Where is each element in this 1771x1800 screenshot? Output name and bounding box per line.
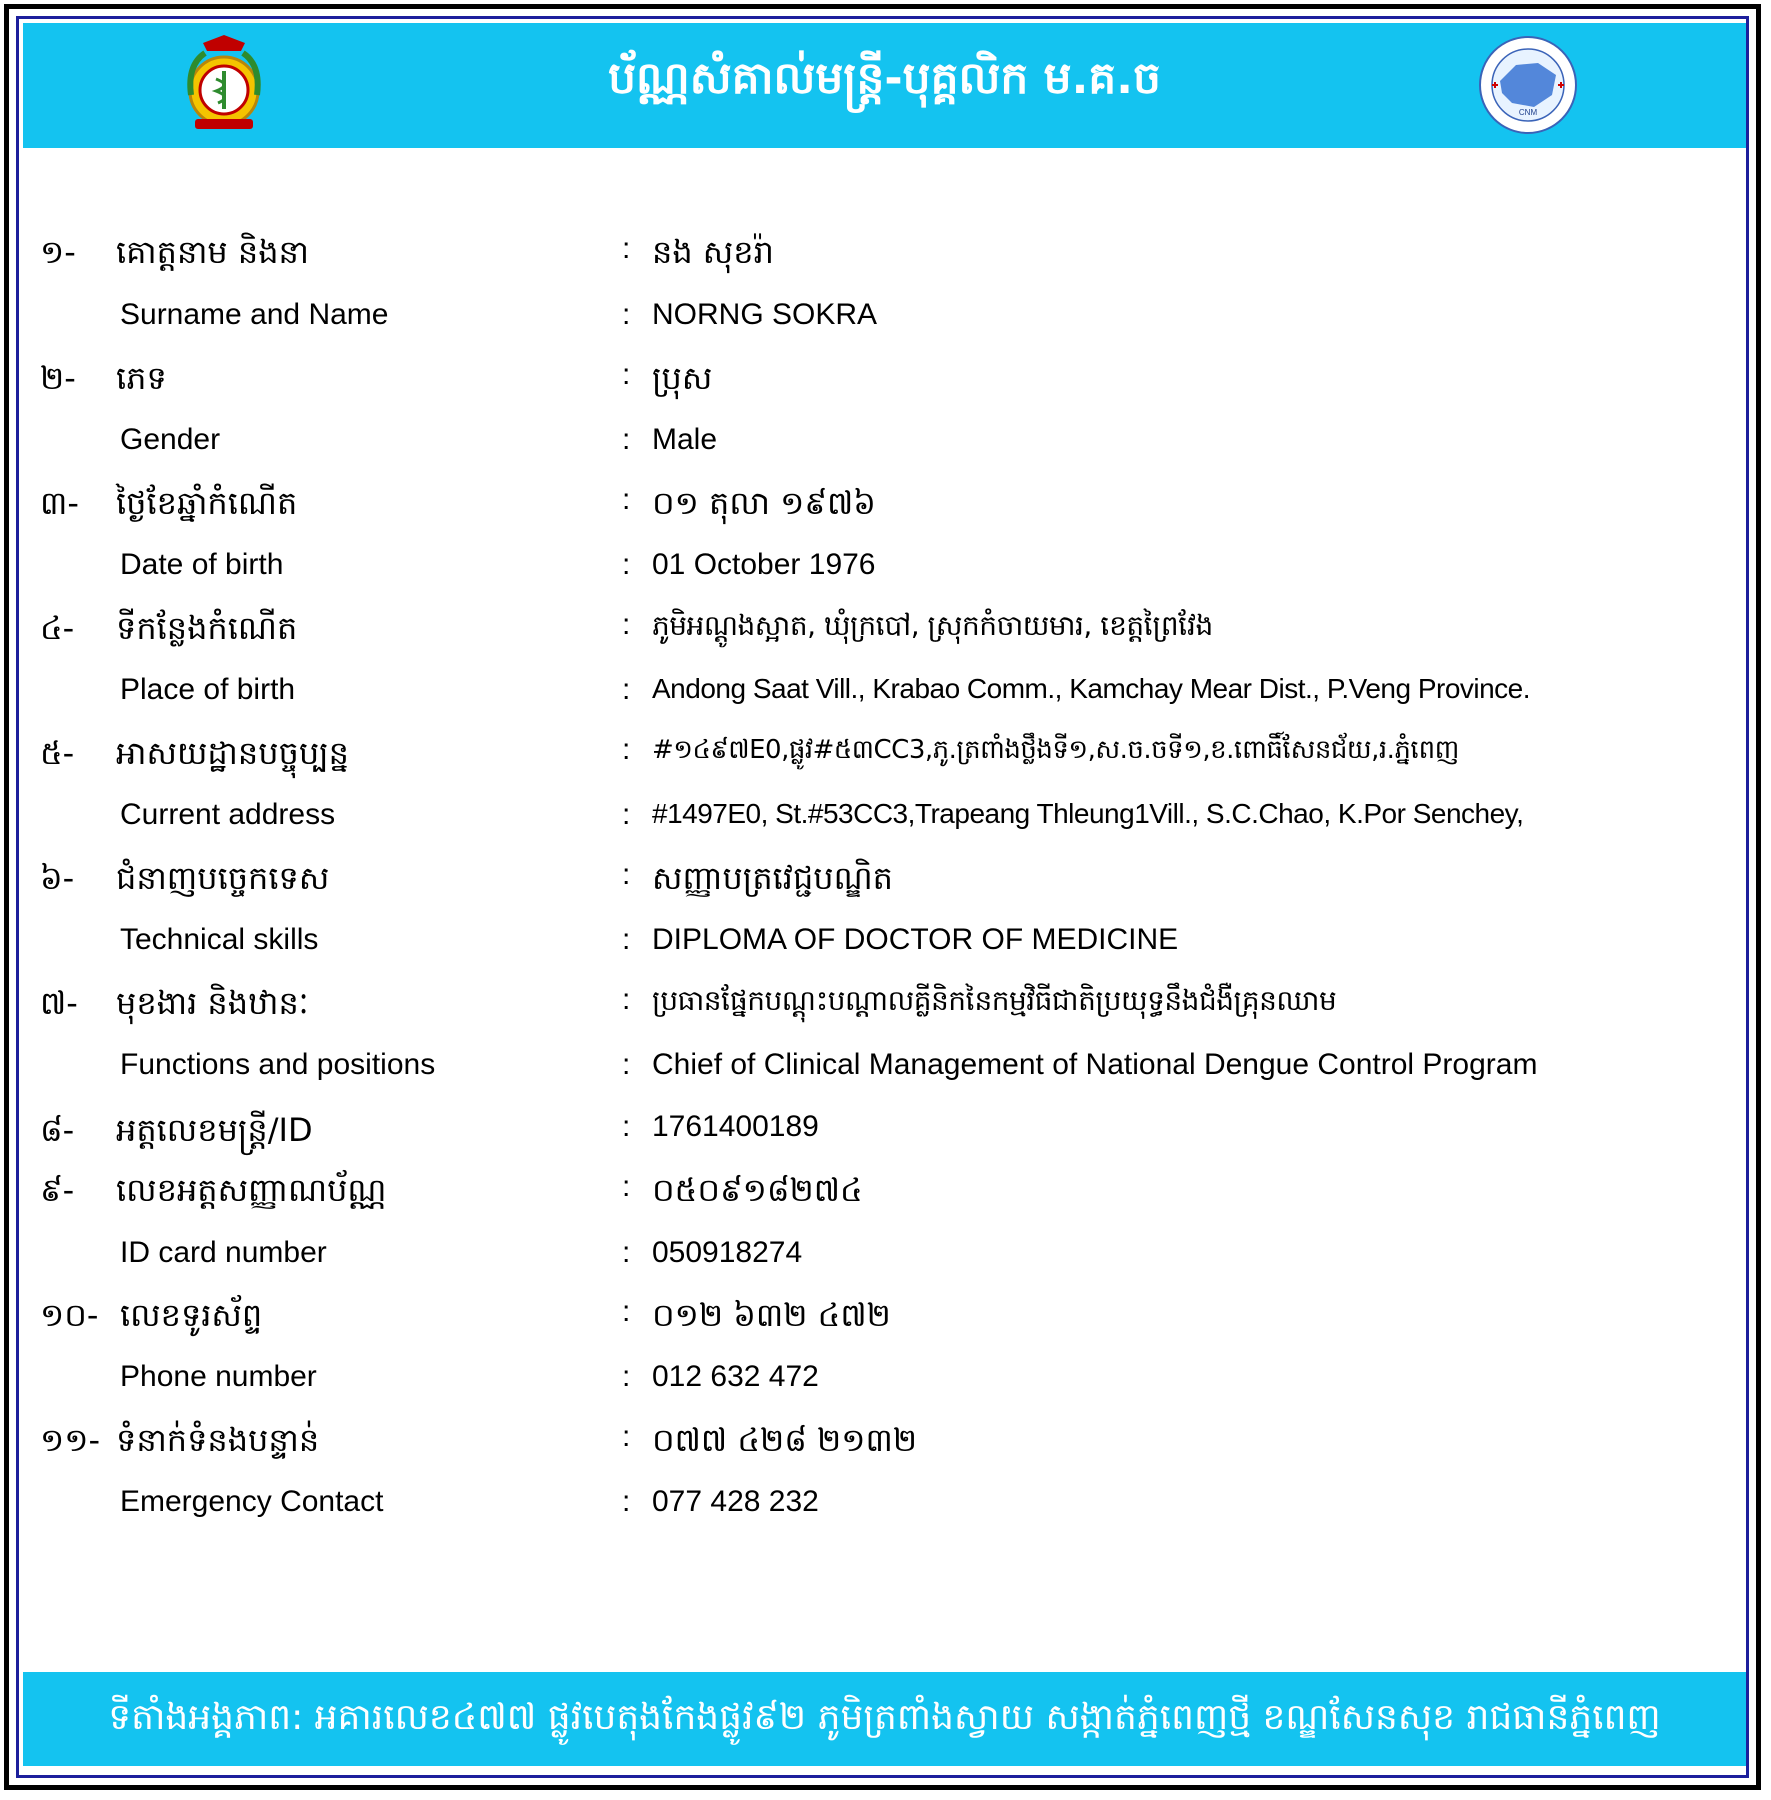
field-label-en: Technical skills [120, 923, 319, 956]
field-value-km: ០១២ ៦៣២ ៤៧២ [652, 1296, 891, 1334]
field-value-en: 012 632 472 [652, 1360, 819, 1393]
unit-location-text: ទីតាំងអង្គភាព: អគារលេខ៤៧៧ ផ្លូវបេតុងកែងផ្លូវ៩២ ភូមិត្រពាំងស្វាយ សង្កាត់ភ្នំពេញថ្មី ខណ្ឌសែនសុខ រាជធានីភ្នំពេញ [108, 1697, 1661, 1738]
field-value-en: Andong Saat Vill., Krabao Comm., Kamchay Mear Dist., P.Veng Province. [652, 673, 1531, 704]
ministry-emblem-icon [173, 35, 275, 137]
field-colon: : [622, 673, 631, 706]
footer-bar [23, 1672, 1746, 1766]
field-colon: : [622, 1048, 631, 1081]
field-value-km: ភូមិអណ្តូងស្អាត, ឃុំក្របៅ, ស្រុកកំចាយមារ, ខេត្តព្រៃវែង [652, 609, 1213, 642]
field-colon: : [622, 1360, 631, 1393]
field-value-en: 050918274 [652, 1236, 803, 1269]
field-2-km-row [0, 358, 1771, 414]
field-value-en: 077 428 232 [652, 1485, 819, 1518]
field-number: ៤- [40, 609, 75, 647]
field-label-en: Gender [120, 423, 221, 456]
field-number: ៩- [40, 1171, 75, 1209]
field-label-en: Current address [120, 798, 336, 831]
field-colon: : [622, 423, 631, 456]
field-value-km: ប្រុស [652, 359, 713, 397]
field-label-km: ជំនាញបច្ចេកទេស [116, 859, 330, 897]
field-number: ១- [40, 233, 76, 271]
field-colon: : [622, 298, 631, 331]
field-label-km: ទីកន្លែងកំណើត [116, 609, 298, 647]
field-9-km-row [0, 1170, 1771, 1226]
field-5-km-row [0, 733, 1771, 789]
field-value-en: 01 October 1976 [652, 548, 876, 581]
field-label-en: Surname and Name [120, 298, 389, 331]
field-value-en: NORNG SOKRA [652, 298, 878, 331]
field-label-km: ភេទ [116, 359, 167, 397]
field-colon: : [622, 798, 631, 831]
field-value-km: #១៤៩៧E0,ផ្លូវ#៥៣CC3,ភូ.ត្រពាំងថ្លឹងទី១,ស.ច.ចទី១,ខ.ពោធិ៍សែនជ័យ,រ.ភ្នំពេញ [652, 735, 1459, 765]
field-label-en: Functions and positions [120, 1048, 436, 1081]
field-colon: : [622, 1170, 631, 1203]
field-label-km: មុខងារ និងឋានៈ [116, 984, 309, 1022]
cnm-cambodia-map-logo-icon [1478, 35, 1578, 135]
field-label-en: Place of birth [120, 673, 296, 706]
field-number: ៧- [40, 984, 78, 1022]
svg-text:CNM: CNM [1518, 108, 1538, 117]
field-1-km-row [0, 232, 1771, 288]
card-title: ប័ណ្ណសំគាល់មន្រ្តី-បុគ្គលិក ម.គ.ច [608, 53, 1161, 104]
field-6-en-row [0, 923, 1771, 979]
field-colon: : [622, 548, 631, 581]
field-4-en-row [0, 673, 1771, 729]
field-label-km: គោត្តនាម និងនា [116, 233, 309, 271]
field-number: ៦- [40, 859, 75, 897]
field-value-en: Male [652, 423, 718, 456]
field-colon: : [622, 1110, 631, 1143]
field-colon: : [622, 858, 631, 891]
field-10-km-row [0, 1295, 1771, 1351]
field-1-en-row [0, 298, 1771, 354]
field-label-en: Phone number [120, 1360, 317, 1393]
field-value-en: 1761400189 [652, 1110, 819, 1143]
field-8-row [0, 1110, 1771, 1166]
field-value-en: #1497E0, St.#53CC3,Trapeang Thleung1Vill., S.C.Chao, K.Por Senchey, [652, 798, 1524, 829]
field-colon: : [622, 733, 631, 766]
field-number: ១០- [40, 1296, 99, 1334]
field-colon: : [622, 358, 631, 391]
field-7-km-row [0, 983, 1771, 1039]
field-colon: : [622, 1236, 631, 1269]
field-11-en-row [0, 1485, 1771, 1541]
field-colon: : [622, 983, 631, 1016]
field-value-en: Chief of Clinical Management of National Dengue Control Program [652, 1048, 1538, 1081]
field-colon: : [622, 1485, 631, 1518]
field-9-en-row [0, 1236, 1771, 1292]
field-label-en: ID card number [120, 1236, 327, 1269]
field-number: ១១- [40, 1421, 100, 1459]
field-value-km: សញ្ញាបត្រវេជ្ជបណ្ឌិត [652, 859, 893, 897]
field-colon: : [622, 483, 631, 516]
field-10-en-row [0, 1360, 1771, 1416]
field-11-km-row [0, 1420, 1771, 1476]
field-colon: : [622, 1295, 631, 1328]
header-bar [23, 23, 1746, 148]
field-number: ៨- [40, 1111, 75, 1149]
field-label-km: អត្តលេខមន្ត្រី/ID [116, 1111, 313, 1149]
field-label-km: អាសយដ្ឋានបច្ចុប្បន្ន [116, 734, 349, 772]
field-label-km: លេខអត្តសញ្ញាណប័ណ្ណ [116, 1171, 387, 1209]
field-6-km-row [0, 858, 1771, 914]
field-label-km: លេខទូរស័ព្ទ [120, 1296, 263, 1334]
field-7-en-row [0, 1048, 1771, 1104]
field-number: ៥- [40, 734, 75, 772]
field-value-km: នង សុខរ៉ា [652, 233, 774, 271]
field-label-en: Date of birth [120, 548, 284, 581]
field-colon: : [622, 232, 631, 265]
field-label-en: Emergency Contact [120, 1485, 384, 1518]
field-3-en-row [0, 548, 1771, 604]
field-number: ៣- [40, 484, 79, 522]
field-value-km: ០១ តុលា ១៩៧៦ [652, 484, 876, 522]
field-2-en-row [0, 423, 1771, 479]
field-colon: : [622, 608, 631, 641]
field-label-km: ថ្ងៃខែឆ្នាំកំណើត [116, 484, 298, 522]
field-label-km: ទំនាក់ទំនងបន្ទាន់ [116, 1421, 320, 1459]
field-value-en: DIPLOMA OF DOCTOR OF MEDICINE [652, 923, 1179, 956]
field-colon: : [622, 923, 631, 956]
field-colon: : [622, 1420, 631, 1453]
field-value-km: ០៥០៩១៨២៧៤ [652, 1171, 863, 1209]
field-4-km-row [0, 608, 1771, 664]
field-3-km-row [0, 483, 1771, 539]
field-number: ២- [40, 359, 76, 397]
field-5-en-row [0, 798, 1771, 854]
field-value-km: ០៧៧ ៤២៨ ២១៣២ [652, 1421, 918, 1459]
field-value-km: ប្រធានផ្នែកបណ្តុះបណ្តាលគ្លីនិកនៃកម្មវិធីជាតិប្រយុទ្ធនឹងជំងឺគ្រុនឈាម [652, 984, 1337, 1017]
